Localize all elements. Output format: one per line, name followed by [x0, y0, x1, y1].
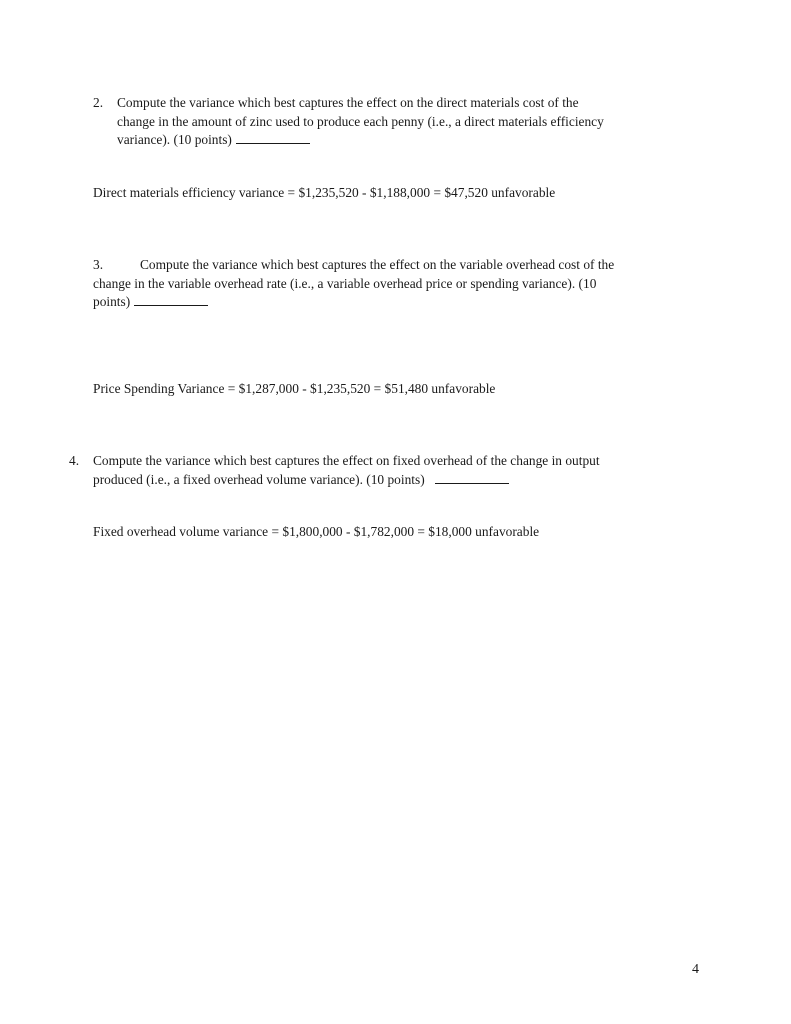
question-3-line-3-text: points)	[93, 294, 131, 309]
question-4-number: 4.	[69, 453, 80, 468]
question-3-line-2: change in the variable overhead rate (i.e., a variable overhead price or spending variance). (10	[93, 275, 597, 291]
page-number: 4	[692, 962, 699, 977]
question-4-answer: Fixed overhead volume variance = $1,800,000 - $1,782,000 = $18,000 unfavorable	[93, 524, 540, 539]
question-2-line-3-text: variance). (10 points)	[117, 132, 232, 147]
question-3-number: 3.	[93, 257, 104, 272]
answer-blank	[435, 471, 509, 484]
question-3-answer: Price Spending Variance = $1,287,000 - $1,235,520 = $51,480 unfavorable	[93, 381, 496, 396]
question-3-line-1-text: Compute the variance which best captures the effect on the variable overhead cost of the	[140, 257, 615, 272]
question-4-text	[93, 452, 600, 489]
answer-blank	[134, 293, 208, 306]
question-4-line-1: Compute the variance which best captures the effect on fixed overhead of the change in output	[93, 453, 600, 468]
question-2-line-1: Compute the variance which best captures the effect on the direct materials cost of the	[117, 95, 579, 110]
question-2-line-3	[117, 131, 604, 150]
question-2-line-2: change in the amount of zinc used to produce each penny (i.e., a direct materials efficiency	[117, 113, 604, 129]
question-4-line-2-text: produced (i.e., a fixed overhead volume variance). (10 points)	[93, 471, 425, 487]
question-2-text	[117, 94, 604, 150]
question-3-line-3	[93, 293, 614, 312]
question-2-answer: Direct materials efficiency variance = $1,235,520 - $1,188,000 = $47,520 unfavorable	[93, 185, 556, 200]
answer-blank	[236, 131, 310, 144]
question-3-text	[93, 256, 614, 312]
question-2-number: 2.	[93, 95, 104, 110]
question-4-line-2	[93, 471, 600, 490]
question-3-line-1	[93, 256, 614, 275]
